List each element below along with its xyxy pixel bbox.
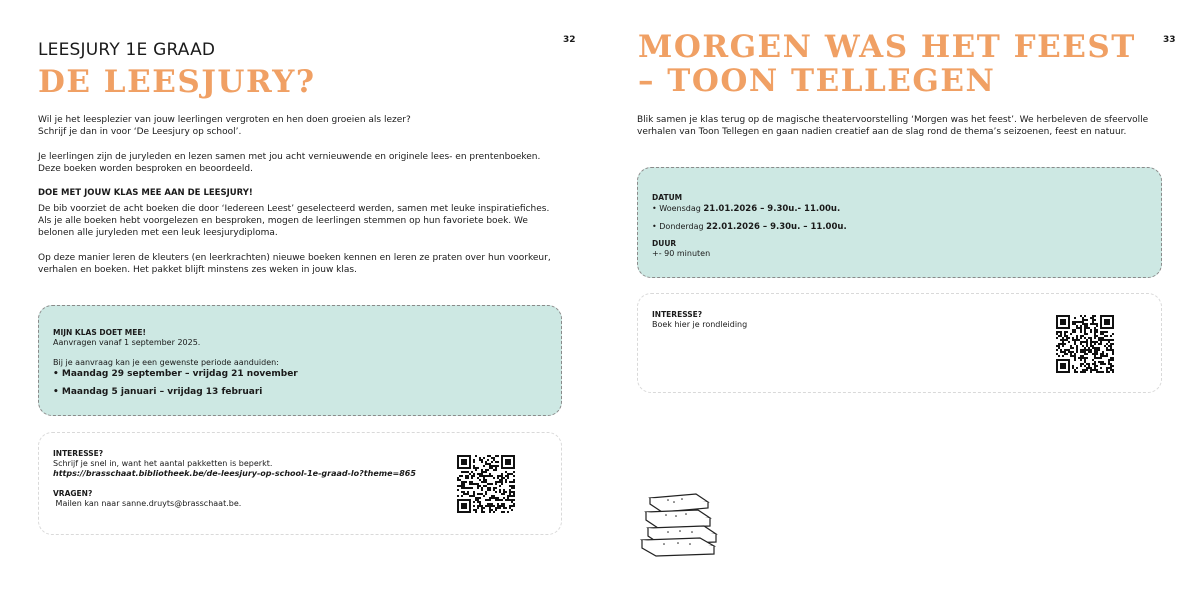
qr-code-icon[interactable]: [457, 455, 515, 513]
date-value: 21.01.2026 – 9.30u.- 11.00u.: [703, 204, 841, 214]
intro-line: Schrijf je dan in voor ‘De Leesjury op school’.: [38, 127, 242, 137]
period-option: • Maandag 5 januari – vrijdag 13 februari: [53, 387, 263, 397]
title-line: MORGEN WAS HET FEEST: [638, 29, 1136, 65]
period-option: • Maandag 29 september – vrijdag 21 november: [53, 369, 298, 379]
signup-heading: MIJN KLAS DOET MEE!: [53, 328, 146, 337]
paragraph-line: verhalen en boeken. Het pakket blijft minstens zes weken in jouw klas.: [38, 265, 357, 275]
signup-line: Bij je aanvraag kan je een gewenste periode aanduiden:: [53, 358, 279, 367]
signup-box: [38, 305, 562, 416]
interest-heading: INTERESSE?: [652, 310, 703, 319]
paragraph-line: Als je alle boeken hebt voorgelezen en besproken, mogen de leerlingen stemmen op hun favoriete boek. We: [38, 216, 528, 226]
intro-line: Blik samen je klas terug op de magische theatervoorstelling ‘Morgen was het feest’. We herbeleven de sfeervolle: [637, 115, 1149, 125]
interest-box: [637, 293, 1162, 393]
page-number: 33: [1163, 35, 1176, 45]
interest-line: Schrijf je snel in, want het aantal pakketten is beperkt.: [53, 459, 273, 468]
paragraph-line: Je leerlingen zijn de juryleden en lezen samen met jou acht vernieuwende en originele lees- en prentenboeken.: [38, 152, 541, 162]
page-subtitle: LEESJURY 1E GRAAD: [38, 40, 216, 60]
date-box: [637, 167, 1162, 278]
title-line: – TOON TELLEGEN: [638, 63, 996, 99]
questions-heading: VRAGEN?: [53, 489, 93, 498]
questions-line: Mailen kan naar sanne.druyts@brasschaat.be.: [53, 499, 242, 508]
intro-line: Wil je het leesplezier van jouw leerlingen vergroten en hen doen groeien als lezer?: [38, 115, 411, 125]
date-row: [652, 203, 840, 215]
page-title: [638, 30, 1158, 98]
right-page: [600, 0, 1200, 600]
book-stack-illustration: [638, 488, 728, 558]
date-heading: DATUM: [652, 193, 683, 202]
paragraph-line: Op deze manier leren de kleuters (en leerkrachten) nieuwe boeken kennen en leren ze praten over hun voorkeur,: [38, 253, 551, 263]
intro-line: verhalen van Toon Tellegen en gaan nadien creatief aan de slag rond de thema’s seizoenen, feest en natuur.: [637, 127, 1127, 137]
qr-code-icon[interactable]: [1056, 315, 1114, 373]
date-prefix: • Woensdag: [652, 204, 704, 213]
date-prefix: • Donderdag: [652, 222, 707, 231]
duration-value: +- 90 minuten: [652, 249, 711, 258]
interest-box: [38, 432, 562, 535]
paragraph-line: De bib voorziet de acht boeken die door ‘Iedereen Leest’ geselecteerd werden, samen met leuke inspiratiefiches.: [38, 204, 550, 214]
paragraph-line: belonen alle juryleden met een leuk leesjurydiploma.: [38, 228, 278, 238]
signup-line: Aanvragen vanaf 1 september 2025.: [53, 338, 201, 347]
date-row: [652, 221, 847, 233]
paragraph-line: Deze boeken worden besproken en beoordeeld.: [38, 164, 253, 174]
page-title: DE LEESJURY?: [38, 64, 316, 100]
signup-link[interactable]: https://brasschaat.bibliotheek.be/de-leesjury-op-school-1e-graad-lo?theme=865: [53, 469, 416, 478]
duration-heading: DUUR: [652, 239, 677, 248]
interest-line: Boek hier je rondleiding: [652, 320, 748, 329]
section-heading: DOE MET JOUW KLAS MEE AAN DE LEESJURY!: [38, 188, 253, 198]
interest-heading: INTERESSE?: [53, 449, 104, 458]
date-value: 22.01.2026 – 9.30u. – 11.00u.: [706, 222, 847, 232]
page-number: 32: [563, 35, 576, 45]
